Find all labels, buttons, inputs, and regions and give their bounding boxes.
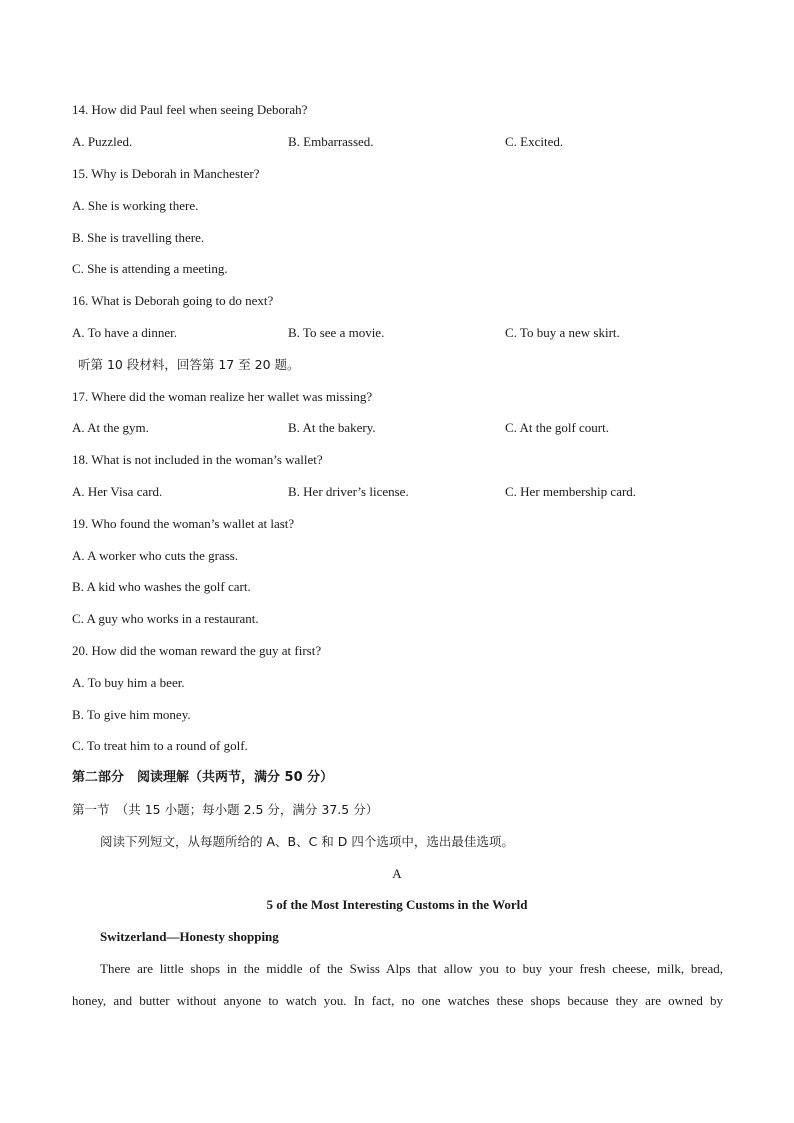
question-15-option-b: B. She is travelling there. [72, 230, 205, 245]
question-17-stem: 17. Where did the woman realize her wallet was missing? [72, 389, 373, 404]
question-19-option-c: C. A guy who works in a restaurant. [72, 611, 259, 626]
question-19-option-a: A. A worker who cuts the grass. [72, 548, 239, 563]
question-14-option-c: C. Excited. [505, 134, 564, 149]
reading-instruction: 阅读下列短文，从每题所给的 A、B、C 和 D 四个选项中，选出最佳选项。 [100, 834, 514, 849]
question-17-option-b: B. At the bakery. [288, 420, 376, 435]
question-16-stem: 16. What is Deborah going to do next? [72, 293, 274, 308]
question-20-option-a: A. To buy him a beer. [72, 675, 185, 690]
question-19-option-b: B. A kid who washes the golf cart. [72, 579, 251, 594]
passage-title: 5 of the Most Interesting Customs in the World [266, 897, 528, 912]
question-16-option-b: B. To see a movie. [288, 325, 385, 340]
section-1-heading: 第一节 （共 15 小题；每小题 2.5 分，满分 37.5 分） [72, 802, 379, 817]
question-17-option-a: A. At the gym. [72, 420, 149, 435]
question-17-option-c: C. At the golf court. [505, 420, 609, 435]
question-18-stem: 18. What is not included in the woman’s wallet? [72, 452, 323, 467]
question-14-stem: 14. How did Paul feel when seeing Deborah? [72, 102, 308, 117]
question-14-option-b: B. Embarrassed. [288, 134, 374, 149]
question-20-option-c: C. To treat him to a round of golf. [72, 738, 248, 753]
passage-paragraph-line-1: There are little shops in the middle of the Swiss Alps that allow you to buy your fresh cheese, milk, bread, [100, 961, 723, 976]
question-16-option-a: A. To have a dinner. [72, 325, 177, 340]
question-19-stem: 19. Who found the woman’s wallet at last? [72, 516, 295, 531]
question-18-option-a: A. Her Visa card. [72, 484, 163, 499]
question-18-option-b: B. Her driver’s license. [288, 484, 409, 499]
question-20-option-b: B. To give him money. [72, 707, 191, 722]
question-20-stem: 20. How did the woman reward the guy at first? [72, 643, 322, 658]
question-18-option-c: C. Her membership card. [505, 484, 637, 499]
passage-subheading: Switzerland—Honesty shopping [100, 929, 279, 944]
passage-paragraph-line-2: honey, and butter without anyone to watch you. In fact, no one watches these shops because they are owned by [72, 993, 723, 1008]
part-2-heading: 第二部分 阅读理解（共两节，满分 50 分） [72, 770, 334, 785]
passage-letter: A [392, 866, 402, 881]
question-16-option-c: C. To buy a new skirt. [505, 325, 620, 340]
section-10-instruction: 听第 10 段材料，回答第 17 至 20 题。 [78, 357, 300, 372]
question-15-option-c: C. She is attending a meeting. [72, 261, 228, 276]
question-14-option-a: A. Puzzled. [72, 134, 133, 149]
question-15-stem: 15. Why is Deborah in Manchester? [72, 166, 260, 181]
question-15-option-a: A. She is working there. [72, 198, 199, 213]
